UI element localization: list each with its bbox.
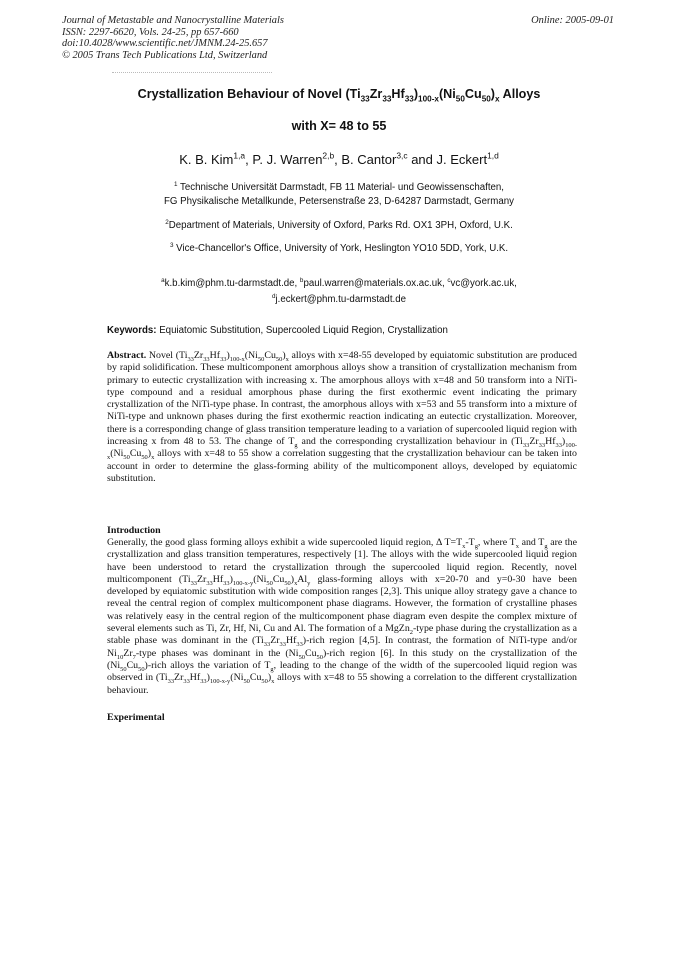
abstract: Abstract. Novel $(Ti_{33}Zr_{33}Hf_{33})_{100-x}(Ni_{50}Cu_{50})_x$ alloys with x=48-55 developed by equiatomic substitution are produced by rapid solidification. These multicomponent amorphous alloys show a transition of crystallization mechanism from primary to eutectic crystallization with increasing x. The amorphous alloys with x=48 and 50 transform into a NiTi-type compound and a residual amorphous phase during the first exothermic event indicating the primary crystallization of the NiTi-type phase. In contrast, the amorphous alloys with x=53 and 55 transform into a mixture of NiTi-type and unknown phases during the first exothermic reaction indicating an eutectic crystallization. Moreover, there is a corresponding change of glass transition temperature leading to a variation of supercooled liquid region with increasing x from 48 to 53. The change of $T_g$ and the corresponding crystallization behaviour in $(Ti_{33}Zr_{33}Hf_{33})_{100-x}(Ni_{50}Cu_{50})_x$ alloys with x=48 to 55 show a correlation suggesting that the crystallization behaviour can be taken into account in order to determine the glass-forming ability of the multicomponent alloys, developed by equiatomic substitution. xyxy=(107,350,577,484)
doi-line: doi:10.4028/www.scientific.net/JMNM.24-25.657 xyxy=(62,38,268,50)
paper-title: Crystallization Behaviour of Novel $(Ti_{33}Zr_{33}Hf_{33})_{100-x}(Ni_{50}Cu_{50})_x$ Alloys xyxy=(137,87,541,104)
author: J. Eckert$^{1,d}$ xyxy=(436,150,499,167)
header-rule xyxy=(112,72,272,73)
copyright-line: © 2005 Trans Tech Publications Ltd, Switzerland xyxy=(62,50,268,62)
author: P. J. Warren$^{2,b}$, xyxy=(252,150,342,167)
email-list: $^a$k.b.kim@phm.tu-darmstadt.de, $^b$paul.warren@materials.ox.ac.uk, $^c$vc@york.ac.uk, $^d$j.eckert@phm.tu-darmstadt.de xyxy=(161,276,517,305)
section-heading-introduction: Introduction xyxy=(107,525,161,536)
email-c: vc@york.ac.uk, xyxy=(450,278,517,289)
journal-name: Journal of Metastable and Nanocrystalline Materials xyxy=(62,15,284,26)
online-date: Online: 2005-09-01 xyxy=(531,15,614,26)
author-list xyxy=(0,152,678,167)
introduction-paragraph: Generally, the good glass forming alloys exhibit a wide supercooled liquid region, Δ $T=T_x-T_g$, where $T_x$ and $T_g$ are the crystallization and glass transition temperatures, respectively [1]. The alloys with the wide supercooled liquid region have been understood to retard the crystallization through the supercooled liquid region. Recently, novel multicomponent $(Ti_{33}Zr_{33}Hf_{33})_{100-x-y}(Ni_{50}Cu_{50})_xAl_y$ glass-forming alloys with x=20-70 and y=0-30 have been developed by equiatomic substitution with wide composition ranges [2,3]. This unique alloy strategy gave a chance to reveal the central region of complex multicomponent phase diagrams. However, the formation of crystalline phases was relatively easy in the central region of the multicomponent phase diagram even despite the complex mixture of several elements such as Ti, Zr, Hf, Ni, Cu and Al. The formation of a MgZn$_2$-type phase during the crystallization as a stable phase was dominant in the $(Ti_{33}Zr_{33}Hf_{33})$-rich region [4,5]. In contrast, the formation of NiTi-type and/or $Ni_{10}Zr_7$-type phases was dominant in the $(Ni_{50}Cu_{50})$-rich region [6]. In this study on the crystallization of the $(Ni_{50}Cu_{50})$-rich alloys the variation of $T_g$, leading to the change of the width of the supercooled liquid region was observed in $(Ti_{33}Zr_{33}Hf_{33})_{100-x-y}(Ni_{50}Cu_{50})_x$ alloys with x=48 to 55 showing a correlation to the different crystallization behaviour. xyxy=(107,537,578,696)
journal-header xyxy=(62,15,284,62)
affiliation-1: $^1$ Technische Universität Darmstadt, FB 11 Material- und Geowissenschaften, FG Physikalische Metallkunde, Petersenstraße 23, D-64287 Darmstadt, Germany xyxy=(164,180,514,207)
section-heading-experimental: Experimental xyxy=(107,712,165,723)
author: K. B. Kim$^{1,a}$, xyxy=(179,150,253,167)
affiliation-3: $^3$ Vice-Chancellor's Office, University of York, Heslington YO10 5DD, York, U.K. xyxy=(169,241,509,254)
issn-line: ISSN: 2297-6620, Vols. 24-25, pp 657-660 xyxy=(62,26,239,38)
paper-title-line2: with X= 48 to 55 xyxy=(291,119,387,133)
keywords: Keywords: Equiatomic Substitution, Supercooled Liquid Region, Crystallization xyxy=(107,325,448,336)
affiliation-2: $^2$Department of Materials, University of Oxford, Parks Rd. OX1 3PH, Oxford, U.K. xyxy=(165,218,513,231)
email-a: k.b.kim@phm.tu-darmstadt.de, xyxy=(164,278,300,289)
email-b: paul.warren@materials.ox.ac.uk, xyxy=(303,278,448,289)
author: B. Cantor$^{3,c}$ and xyxy=(341,150,437,167)
email-d: j.eckert@phm.tu-darmstadt.de xyxy=(275,294,406,305)
